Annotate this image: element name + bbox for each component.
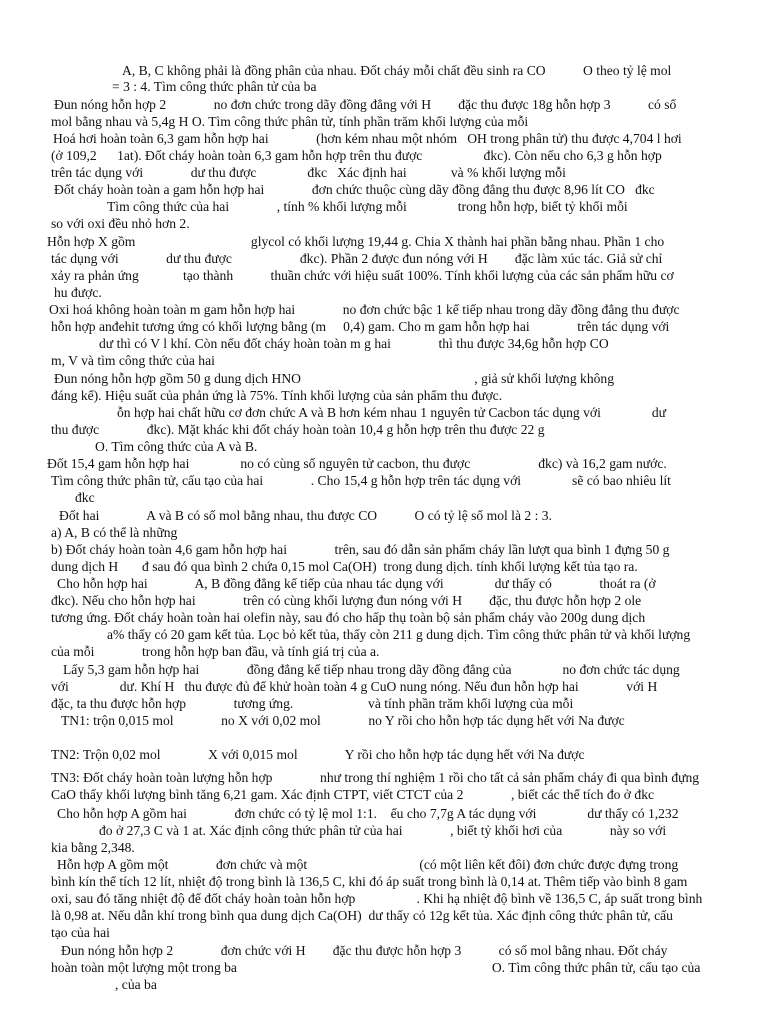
text-line: b) Đốt cháy hoàn toàn 4,6 gam hỗn hợp hai trên, sau đó dẫn sản phẩm cháy lần lượt qua bình 1 đựng 50 g [51,542,670,557]
text-line: Hỗn hợp X gồm glycol có khối lượng 19,44 g. Chia X thành hai phần bằng nhau. Phần 1 cho [47,234,665,249]
text-line: hu được. [54,285,102,300]
text-line: tạo của hai [51,925,110,940]
text-line: Đun nóng hỗn hợp gồm 50 g dung dịch HNO , giả sử khối lượng không [54,371,615,386]
text-line: là 0,98 at. Nếu dẫn khí trong bình qua dung dịch Ca(OH) dư thấy có 12g kết tủa. Xác định công thức phân tử, cấu [51,908,673,923]
text-line: Lấy 5,3 gam hỗn hợp hai đồng đẳng kế tiếp nhau trong dãy đồng đẳng của no đơn chức tác dụng [63,662,680,677]
text-line: dung dịch H đ sau đó qua bình 2 chứa 0,15 mol Ca(OH) trong dung dịch. tính khối lượng kết tủa tạo ra. [51,559,638,574]
text-line: đặc, ta thu được hỗn hợp tương ứng. và tính phần trăm khối lượng của mỗi [51,696,574,711]
text-line: trên tác dụng với dư thu được đkc Xác định hai và % khối lượng mỗi [51,165,566,180]
text-line: so với oxi đều nhỏ hơn 2. [51,216,190,231]
text-line: CaO thấy khối lượng bình tăng 6,21 gam. Xác định CTPT, viết CTCT của 2 , biết các thể tích đo ở đkc [51,787,655,802]
text-line: mol bằng nhau và 5,4g H O. Tìm công thức phân tử, tính phần trăm khối lượng của mỗi [51,114,529,129]
text-line: tác dụng với dư thu được đkc). Phần 2 được đun nóng với H đặc làm xúc tác. Giả sử chỉ [51,251,663,266]
text-line: O. Tìm công thức của A và B. [95,439,258,454]
text-line: đáng kể). Hiệu suất của phản ứng là 75%. Tính khối lượng của sản phẩm thu được. [51,388,503,403]
text-line: hỗn hợp anđehit tương ứng có khối lượng bằng (m 0,4) gam. Cho m gam hỗn hợp hai trên tác dụng với [51,319,670,334]
text-line: = 3 : 4. Tìm công thức phân tử của ba [112,79,317,94]
text-line: a) A, B có thể là những [51,525,178,540]
text-line: Đốt hai A và B có số mol bằng nhau, thu được CO O có tỷ lệ số mol là 2 : 3. [59,508,552,523]
text-line: tương ứng. Đốt cháy hoàn toàn hai olefin này, sau đó cho hấp thụ toàn bộ sản phẩm cháy vào 200g dung dịch [51,610,646,625]
text-line: kia bằng 2,348. [51,840,135,855]
text-line: Đốt cháy hoàn toàn a gam hỗn hợp hai đơn chức thuộc cùng dãy đồng đẳng thu được 8,96 lít CO đkc [54,182,655,197]
text-line: Cho hỗn hợp hai A, B đồng đẳng kế tiếp của nhau tác dụng với dư thấy có thoát ra (ở [57,576,656,591]
text-line: , của ba [115,977,157,992]
text-line: Đun nóng hỗn hợp 2 no đơn chức trong dãy đồng đẳng với H đặc thu được 18g hỗn hợp 3 có số [54,97,677,112]
text-line: Đun nóng hỗn hợp 2 đơn chức với H đặc thu được hỗn hợp 3 có số mol bằng nhau. Đốt cháy [61,943,668,958]
text-line: Hoá hơi hoàn toàn 6,3 gam hỗn hợp hai (hơn kém nhau một nhóm OH trong phân tử) thu được 4,704 l hơi [53,131,682,146]
text-line: TN2: Trộn 0,02 mol X với 0,015 mol Y rồi cho hỗn hợp tác dụng hết với Na được [51,747,585,762]
text-line: (ở 109,2 1at). Đốt cháy hoàn toàn 6,3 gam hỗn hợp trên thu được đkc). Còn nếu cho 6,3 g hỗn hợp [51,148,662,163]
text-line: thu được đkc). Mặt khác khi đốt cháy hoàn toàn 10,4 g hỗn hợp trên thu được 22 g [51,422,545,437]
text-line: của mỗi trong hỗn hợp ban đầu, và tính giá trị của a. [51,644,380,659]
text-line: ỗn hợp hai chất hữu cơ đơn chức A và B hơn kém nhau 1 nguyên tử Cacbon tác dụng với dư [117,405,667,420]
text-line: bình kín thể tích 12 lít, nhiệt độ trong bình là 136,5 C, khi đó áp suất trong bình là 0,14 at. Thêm tiếp vào bình 8 gam [51,874,688,889]
text-line: a% thấy có 20 gam kết tủa. Lọc bỏ kết tủa, thấy còn 211 g dung dịch. Tìm công thức phân tử và khối lượng [107,627,691,642]
text-line: với dư. Khí H thu được đủ để khử hoàn toàn 4 g CuO nung nóng. Nếu đun hỗn hợp hai với H [51,679,658,694]
text-line: Tìm công thức phân tử, cấu tạo của hai . Cho 15,4 g hỗn hợp trên tác dụng với sẽ có bao nhiêu lít [51,473,671,488]
text-line: đkc [75,490,95,505]
text-line: hoàn toàn một lượng một trong ba O. Tìm công thức phân tử, cấu tạo của [51,960,701,975]
text-line: Hỗn hợp A gồm một đơn chức và một (có một liên kết đôi) đơn chức được đựng trong [57,857,679,872]
text-line: A, B, C không phải là đồng phân của nhau. Đốt cháy mỗi chất đều sinh ra CO O theo tỷ lệ mol [122,63,672,78]
text-line: đkc). Nếu cho hỗn hợp hai trên có cùng khối lượng đun nóng với H đặc, thu được hỗn hợp 2 ole [51,593,642,608]
text-line: Tìm công thức của hai , tính % khối lượng mỗi trong hỗn hợp, biết tỷ khối mỗi [107,199,628,214]
text-line: đo ở 27,3 C và 1 at. Xác định công thức phân tử của hai , biết tỷ khối hơi của này so với [99,823,667,838]
text-line: Oxi hoá không hoàn toàn m gam hỗn hợp hai no đơn chức bậc 1 kế tiếp nhau trong dãy đồng đẳng thu được [49,302,680,317]
text-line: m, V và tìm công thức của hai [51,353,215,368]
text-line: xảy ra phản ứng tạo thành thuần chức với hiệu suất 100%. Tính khối lượng của các sản phẩm hữu cơ [51,268,674,283]
text-line: Cho hỗn hợp A gồm hai đơn chức có tỷ lệ mol 1:1. ếu cho 7,7g A tác dụng với dư thấy có 1,232 [57,806,679,821]
text-line: oxi, sau đó tăng nhiệt độ để đốt cháy hoàn toàn hỗn hợp . Khi hạ nhiệt độ bình về 136,5 C, áp suất trong bình [51,891,703,906]
text-line: TN1: trộn 0,015 mol no X với 0,02 mol no Y rồi cho hỗn hợp tác dụng hết với Na được [61,713,625,728]
text-line: dư thì có V l khí. Còn nếu đốt cháy hoàn toàn m g hai thì thu được 34,6g hỗn hợp CO [99,336,609,351]
text-line: TN3: Đốt cháy hoàn toàn lượng hỗn hợp như trong thí nghiệm 1 rồi cho tất cả sản phẩm cháy đi qua bình đựng [51,770,700,785]
text-line: Đốt 15,4 gam hỗn hợp hai no có cùng số nguyên tử cacbon, thu được đkc) và 16,2 gam nước. [47,456,667,471]
